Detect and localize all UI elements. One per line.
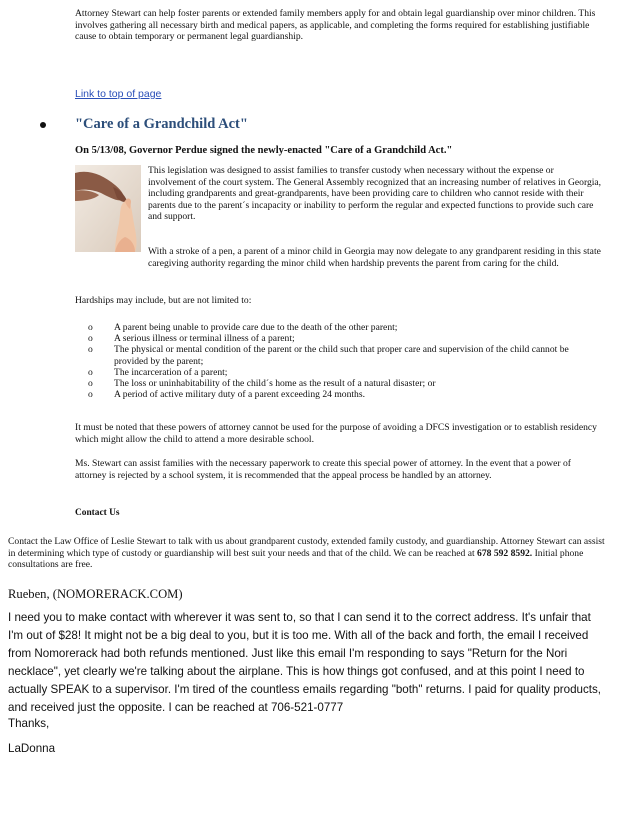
circle-bullet-icon: o: [88, 378, 93, 390]
contact-us-heading: Contact Us: [75, 508, 120, 518]
thanks-line: Thanks,: [8, 717, 50, 730]
note-paragraph: It must be noted that these powers of attorney cannot be used for the purpose of avoiding a DFCS investigation or to establish residency which might allow the child to attend a more desirable school.: [75, 422, 597, 445]
assist-paragraph: Ms. Stewart can assist families with the necessary paperwork to create this special power of attorney. In the event that a power of attorney is rejected by a school system, it is recommended that the appeal process be handled by an attorney.: [75, 458, 571, 481]
circle-bullet-icon: o: [88, 389, 93, 401]
top-of-page-link[interactable]: Link to top of page: [75, 88, 162, 100]
signature: LaDonna: [8, 742, 56, 755]
list-item: o A parent being unable to provide care due to the death of the other parent;: [88, 322, 398, 333]
list-item: o The loss or uninhabitability of the child´s home as the result of a natural disaster; or: [88, 378, 436, 390]
bullet-disc-icon: [40, 122, 46, 128]
legislation-paragraph-1: This legislation was designed to assist families to transfer custody when necessary without the expense or involvement of the court system. The General Assembly recognized that an increasing number of relatives in Georgia, including grandparents and great-grandparents, have been providing care to children who cannot reside with their parents due to the parent´s incapacity or inability to perform the regular and expected functions to provide such care and support.: [148, 165, 602, 223]
hardships-intro: Hardships may include, but are not limited to:: [75, 295, 252, 306]
circle-bullet-icon: o: [88, 366, 93, 378]
list-item: o A period of active military duty of a parent exceeding 24 months.: [88, 389, 365, 401]
circle-bullet-icon: o: [88, 344, 93, 356]
intro-paragraph: Attorney Stewart can help foster parents or extended family members apply for and obtain legal guardianship over minor children. This involves gathering all necessary birth and medical papers, as applicable, and completing the forms required for establishing justifiable cause to obtain temporary or permanent legal guardianship.: [75, 8, 596, 43]
section-subtitle: On 5/13/08, Governor Perdue signed the newly-enacted "Care of a Grandchild Act.": [75, 145, 453, 156]
list-item: o The physical or mental condition of the parent or the child such that proper care and supervision of the child cannot be provided by the parent;: [88, 344, 569, 367]
circle-bullet-icon: o: [88, 333, 93, 345]
list-item: o A serious illness or terminal illness of a parent;: [88, 333, 295, 345]
section-title: "Care of a Grandchild Act": [75, 116, 248, 132]
letter-body: I need you to make contact with wherever it was sent to, so that I can send it to the correct address. It's unfair that I'm out of $28! It might not be a big deal to you, but it is too me. With all of the back and forth, the email I received from Nomorerack had both refunds mentioned. Just like this email I'm responding to says "Return for the Nori necklace", yet clearly we're talking about the airplane. This is how things got confused, and at this point I need to actually SPEAK to a supervisor. I'm tired of the countless emails regarding "both" returns. I paid for quality products, and received just the opposite. I can be reached at 706-521-0777: [8, 611, 602, 714]
contact-paragraph: Contact the Law Office of Leslie Stewart to talk with us about grandparent custody, extended family custody, and guardianship. Attorney Stewart can assist in determining which type of custody or guardianship will best suit your needs and that of the child. We can be reached at 678 592 8592. Initial phone consultations are free.: [8, 536, 605, 571]
rueben-line: Rueben, (NOMORERACK.COM): [8, 587, 183, 601]
legislation-paragraph-2: With a stroke of a pen, a parent of a minor child in Georgia may now delegate to any grandparent residing in this state caregiving authority regarding the minor child when hardship prevents the parent from caring for the child.: [148, 246, 601, 269]
list-item: o The incarceration of a parent;: [88, 366, 228, 378]
hardships-list: [88, 322, 600, 400]
circle-bullet-icon: o: [88, 322, 93, 333]
hands-photo-icon: [75, 165, 141, 252]
contact-phone: 678 592 8592.: [477, 547, 533, 559]
grandparent-child-hands-image: [75, 165, 141, 252]
